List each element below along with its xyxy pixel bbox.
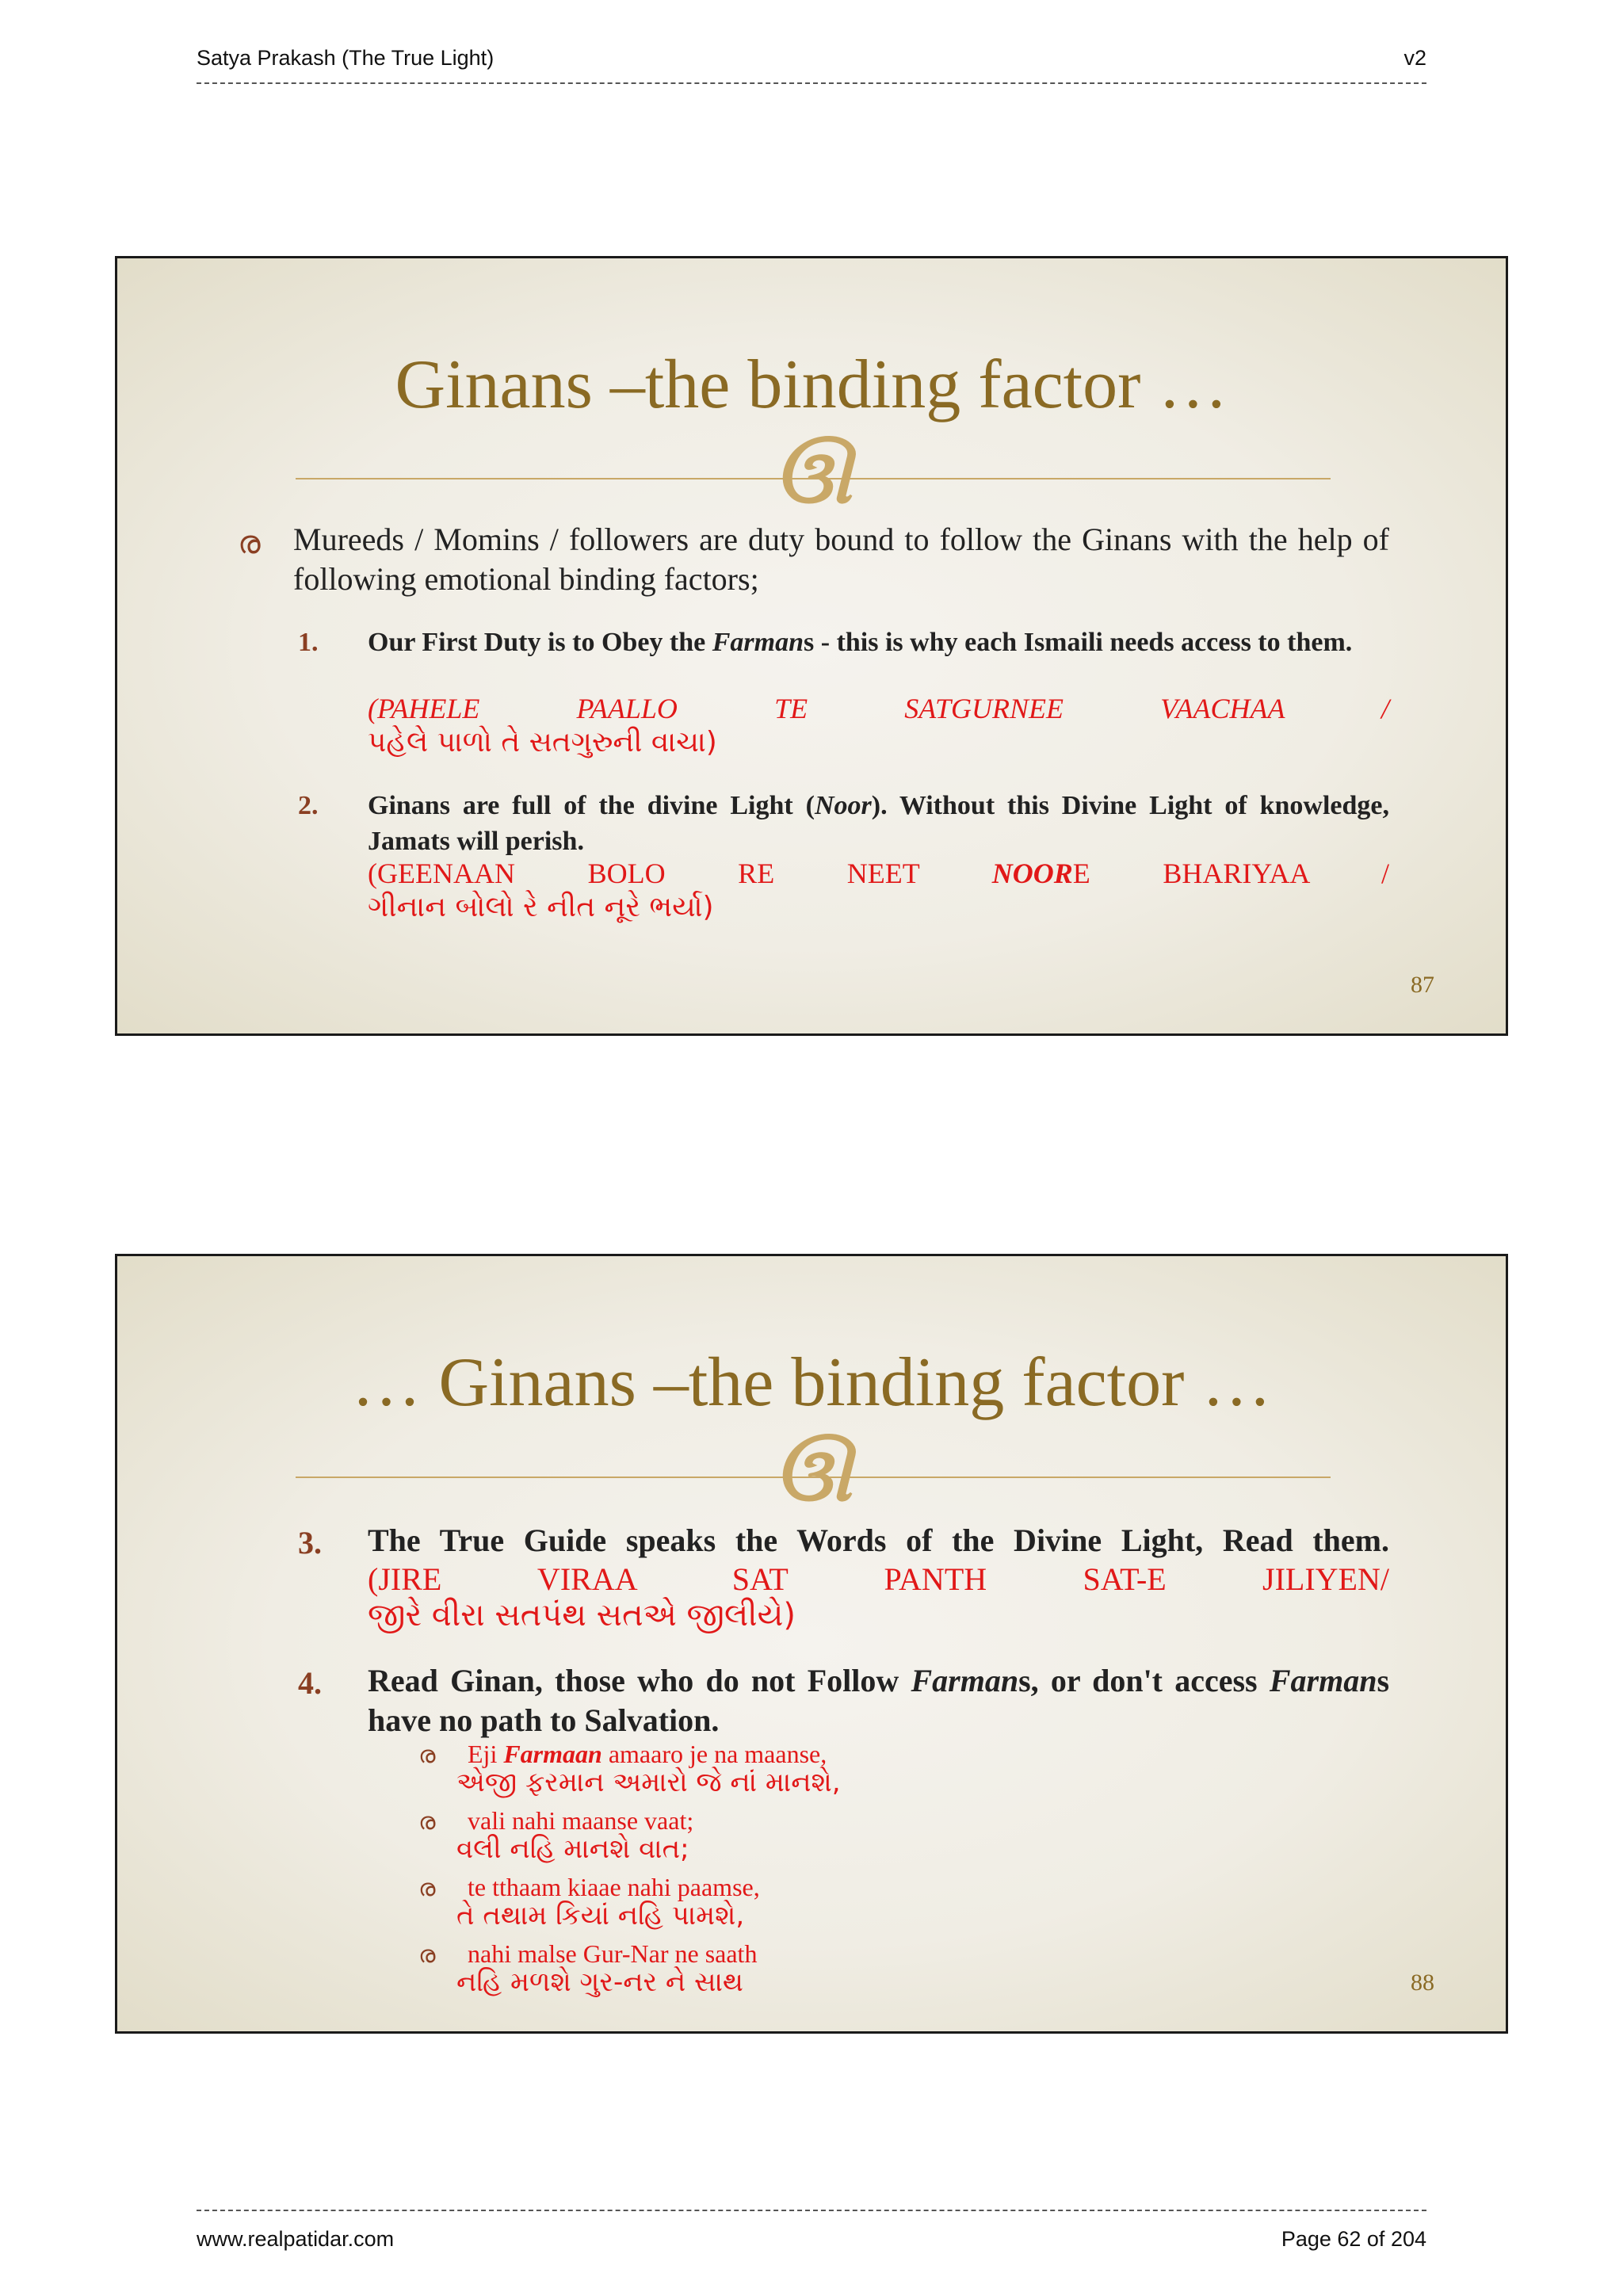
verse-gujarati: નહિ મળશે ગુર-નર ને સાથ [456,1966,744,1998]
item-number: 3. [298,1525,322,1561]
gujarati-line: પહેલે પાળો તે સતગુરુની વાચા) [368,726,717,758]
verse-gujarati: તે તથામ કિયાં નહિ પામશે, [456,1900,745,1931]
header-divider [197,82,1426,84]
verse-gujarati: એજી ફરમાન અમારો જે નાં માનશે, [456,1767,841,1798]
ornament-icon: ઊ [773,434,853,519]
website-link[interactable]: www.realpatidar.com [197,2227,395,2251]
slide-88 [115,1254,1508,2034]
item-number: 1. [298,628,319,657]
intro-bullet: Mureeds / Momins / followers are duty bound to follow the Ginans with the help of following emotional binding factors; [293,521,1389,597]
item-text: Our First Duty is to Obey the Farmans - this is why each Ismaili needs access to them. [368,628,1353,657]
transliteration: (GEENAAN BOLO RE NEET NOORE BHARIYAA / [368,858,1389,889]
gujarati-line: જીરે વીરા સતપંથ સતએ જીલીયે) [368,1597,796,1633]
item-text: Ginans are full of the divine Light (Noor). Without this Divine Light of knowledge, Jamats will perish. [368,791,1389,856]
slide-page-number: 87 [1411,972,1434,998]
bullet-icon: ര [238,525,261,560]
verse-line: ര Eji Farmaan amaaro je na maanse, [418,1740,827,1768]
item-text: Read Ginan, those who do not Follow Farmans, or don't access Farmans have no path to Salvation. [368,1663,1390,1738]
verse-line: ര te tthaam kiaae nahi paamse, [418,1873,760,1901]
item-number: 2. [298,791,319,820]
document-version: v2 [1403,46,1426,70]
document-title: Satya Prakash (The True Light) [197,46,495,70]
page-header [197,46,1426,71]
verse-line: ര vali nahi maanse vaat; [418,1806,694,1835]
ornament-icon: ઊ [773,1432,853,1517]
footer-divider [197,2210,1426,2211]
page-footer [197,2227,1426,2252]
slide-title: Ginans –the binding factor … [395,346,1228,423]
slide-page-number: 88 [1411,1969,1434,1996]
verse-gujarati: વલી નહિ માનશે વાત; [456,1833,689,1865]
item-text: The True Guide speaks the Words of the Divine Light, Read them. [368,1522,1389,1558]
gujarati-line: ગીનાન બોલો રે નીત નૂરે ભર્યા) [368,891,714,923]
transliteration: (JIRE VIRAA SAT PANTH SAT-E JILIYEN/ [368,1561,1389,1597]
slide-title: … Ginans –the binding factor … [351,1344,1272,1421]
slide-87 [115,256,1508,1036]
verse-bullet-icon: ര [418,1742,436,1768]
verse-bullet-icon: ര [418,1942,436,1968]
transliteration: (PAHELE PAALLO TE SATGURNEE VAACHAA / [368,693,1389,724]
verse-bullet-icon: ര [418,1809,436,1835]
page-counter: Page 62 of 204 [1281,2227,1426,2251]
verse-bullet-icon: ര [418,1875,436,1901]
verse-line: ര nahi malse Gur-Nar ne saath [418,1939,758,1968]
item-number: 4. [298,1665,322,1701]
